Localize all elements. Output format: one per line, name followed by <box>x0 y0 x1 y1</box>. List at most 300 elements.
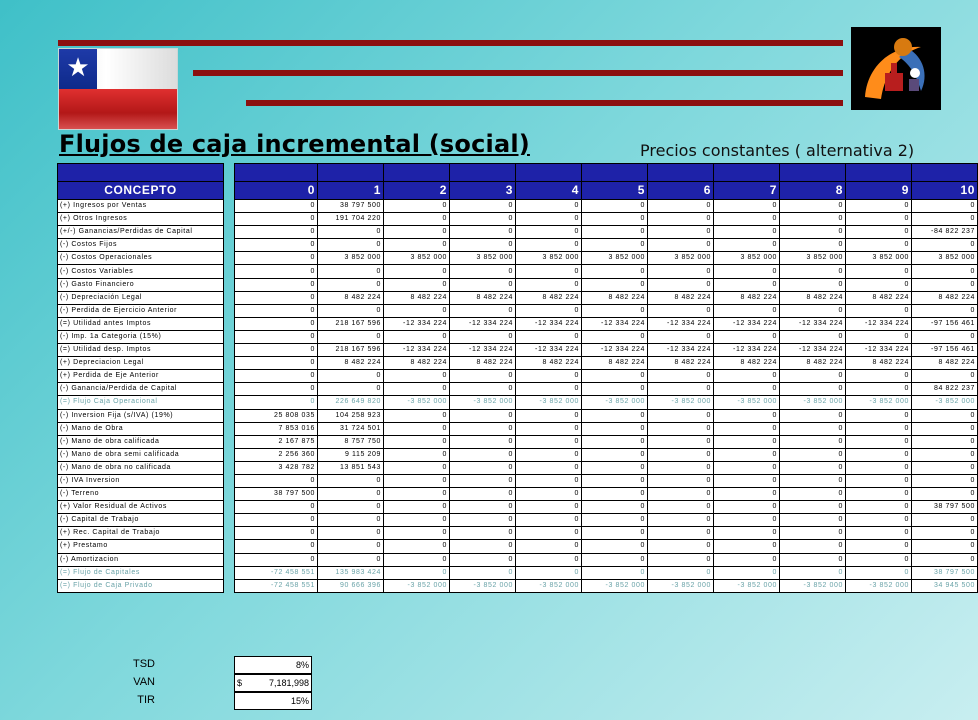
table-cell: -3 852 000 <box>780 579 846 592</box>
decorative-bar-middle <box>193 70 843 76</box>
table-cell: 3 852 000 <box>318 252 384 265</box>
table-cell: 8 757 750 <box>318 435 384 448</box>
table-cell: 0 <box>780 435 846 448</box>
table-cell: 0 <box>582 370 648 383</box>
table-cell: 0 <box>318 265 384 278</box>
table-cell: 0 <box>846 474 912 487</box>
row-label: (-) Inversion Fija (s/IVA) (19%) <box>58 409 224 422</box>
indicator-number: 8% <box>295 660 309 670</box>
table-cell: 0 <box>648 370 714 383</box>
table-cell: 0 <box>450 527 516 540</box>
table-cell: 0 <box>235 252 318 265</box>
row-label: (-) Mano de Obra <box>58 422 224 435</box>
table-cell: -3 852 000 <box>384 396 450 409</box>
table-cell: 0 <box>912 527 978 540</box>
table-cell: 0 <box>235 501 318 514</box>
table-cell: 0 <box>846 330 912 343</box>
table-cell: 0 <box>384 278 450 291</box>
table-cell: 0 <box>384 448 450 461</box>
table-cell: 0 <box>450 474 516 487</box>
table-cell: 0 <box>582 422 648 435</box>
table-cell: -12 334 224 <box>846 317 912 330</box>
table-row <box>235 540 978 553</box>
indicator-label: TSD <box>133 658 155 670</box>
row-label: (+/-) Ganancias/Perdidas de Capital <box>58 226 224 239</box>
table-cell: 0 <box>846 383 912 396</box>
table-cell: 0 <box>714 474 780 487</box>
concept-header: CONCEPTO <box>58 182 224 200</box>
table-cell: 34 945 500 <box>912 579 978 592</box>
row-label: (+) Prestamo <box>58 540 224 553</box>
table-cell: 0 <box>582 474 648 487</box>
table-cell: 0 <box>780 370 846 383</box>
table-row <box>58 474 224 487</box>
table-cell: 0 <box>516 213 582 226</box>
table-cell: 0 <box>235 304 318 317</box>
table-row <box>58 291 224 304</box>
table-cell: -12 334 224 <box>384 344 450 357</box>
table-cell: 0 <box>846 514 912 527</box>
indicator-value <box>234 692 312 710</box>
table-cell: 0 <box>780 501 846 514</box>
table-cell: -12 334 224 <box>714 344 780 357</box>
table-cell: 3 852 000 <box>582 252 648 265</box>
table-cell: 0 <box>648 239 714 252</box>
table-cell: 0 <box>780 213 846 226</box>
table-cell: 0 <box>318 330 384 343</box>
table-cell: 0 <box>582 553 648 566</box>
table-cell: 0 <box>648 304 714 317</box>
table-cell: 0 <box>516 383 582 396</box>
indicator-currency: $ <box>237 678 243 688</box>
table-cell: 0 <box>450 409 516 422</box>
row-label: (+) Valor Residual de Activos <box>58 501 224 514</box>
table-row <box>235 239 978 252</box>
row-label: (-) Terreno <box>58 488 224 501</box>
table-cell: 0 <box>318 553 384 566</box>
table-cell: 0 <box>235 527 318 540</box>
table-cell: 0 <box>384 330 450 343</box>
table-row <box>58 252 224 265</box>
table-cell: 0 <box>516 501 582 514</box>
table-row <box>58 553 224 566</box>
table-row <box>58 422 224 435</box>
table-cell: 0 <box>384 409 450 422</box>
table-row <box>235 252 978 265</box>
table-cell: 0 <box>912 422 978 435</box>
table-cell: -72 458 551 <box>235 579 318 592</box>
table-row <box>235 501 978 514</box>
table-cell: -12 334 224 <box>780 344 846 357</box>
table-cell: 0 <box>714 527 780 540</box>
table-cell: 0 <box>582 304 648 317</box>
table-cell: 0 <box>384 501 450 514</box>
table-cell: 0 <box>714 370 780 383</box>
table-cell: 3 852 000 <box>450 252 516 265</box>
row-label: (-) Mano de obra calificada <box>58 435 224 448</box>
table-cell: 8 482 224 <box>780 291 846 304</box>
table-row <box>235 317 978 330</box>
table-cell: 0 <box>450 435 516 448</box>
table-cell: 3 852 000 <box>516 252 582 265</box>
table-cell: 0 <box>384 540 450 553</box>
indicator-label: TIR <box>137 694 155 706</box>
table-cell: 8 482 224 <box>516 291 582 304</box>
table-cell: 0 <box>235 540 318 553</box>
table-cell: 0 <box>450 304 516 317</box>
table-cell: 0 <box>912 514 978 527</box>
table-cell: 0 <box>235 213 318 226</box>
table-cell: 0 <box>582 435 648 448</box>
table-row <box>58 527 224 540</box>
table-cell: 0 <box>648 200 714 213</box>
year-header: 1 <box>318 182 384 200</box>
table-row <box>58 579 224 592</box>
table-cell: 0 <box>582 448 648 461</box>
table-cell: 0 <box>714 265 780 278</box>
table-cell: 0 <box>846 435 912 448</box>
table-row <box>58 409 224 422</box>
table-cell: 0 <box>450 200 516 213</box>
table-cell: -97 156 461 <box>912 344 978 357</box>
table-row <box>58 265 224 278</box>
table-cell: 191 704 220 <box>318 213 384 226</box>
row-label: (-) IVA Inversion <box>58 474 224 487</box>
table-row <box>235 226 978 239</box>
table-cell: 38 797 500 <box>235 488 318 501</box>
year-header: 0 <box>235 182 318 200</box>
table-cell: 0 <box>582 566 648 579</box>
table-cell: 0 <box>912 200 978 213</box>
table-cell: 0 <box>450 265 516 278</box>
table-cell: 0 <box>780 409 846 422</box>
table-cell: 0 <box>648 474 714 487</box>
table-cell: 0 <box>384 213 450 226</box>
table-cell: 0 <box>384 488 450 501</box>
table-cell: 0 <box>582 330 648 343</box>
table-cell: 0 <box>846 278 912 291</box>
table-cell: 8 482 224 <box>912 291 978 304</box>
table-cell: 0 <box>235 330 318 343</box>
table-cell: 0 <box>714 278 780 291</box>
table-row <box>58 448 224 461</box>
table-cell: 0 <box>450 383 516 396</box>
table-cell: 0 <box>780 448 846 461</box>
table-cell: 0 <box>582 488 648 501</box>
table-cell: 8 482 224 <box>780 357 846 370</box>
table-cell: 0 <box>912 278 978 291</box>
table-cell: 0 <box>912 448 978 461</box>
table-cell: 8 482 224 <box>450 357 516 370</box>
row-label: (+) Ingresos por Ventas <box>58 200 224 213</box>
table-cell: 0 <box>318 304 384 317</box>
year-header: 4 <box>516 182 582 200</box>
table-cell: 0 <box>582 278 648 291</box>
header-spacer <box>318 164 384 182</box>
table-cell: 0 <box>450 448 516 461</box>
table-cell: -3 852 000 <box>516 396 582 409</box>
table-row <box>58 488 224 501</box>
table-cell: 0 <box>318 474 384 487</box>
table-cell: 0 <box>450 461 516 474</box>
table-cell: 0 <box>235 514 318 527</box>
table-cell: 0 <box>714 422 780 435</box>
table-cell: 0 <box>235 317 318 330</box>
table-cell: 0 <box>582 514 648 527</box>
table-cell: 0 <box>235 265 318 278</box>
table-row <box>58 200 224 213</box>
header-spacer <box>582 164 648 182</box>
table-cell: 0 <box>582 200 648 213</box>
table-row <box>235 213 978 226</box>
table-cell: 218 167 596 <box>318 344 384 357</box>
table-cell: 0 <box>780 422 846 435</box>
table-cell: 8 482 224 <box>318 291 384 304</box>
table-cell: 0 <box>516 474 582 487</box>
table-row <box>58 213 224 226</box>
table-row <box>58 330 224 343</box>
table-cell: 0 <box>714 566 780 579</box>
table-cell: 0 <box>648 435 714 448</box>
table-cell: 0 <box>780 383 846 396</box>
header-spacer <box>384 164 450 182</box>
table-cell: 8 482 224 <box>846 291 912 304</box>
table-cell: -12 334 224 <box>648 317 714 330</box>
table-row <box>235 514 978 527</box>
table-cell: 0 <box>516 422 582 435</box>
year-header: 7 <box>714 182 780 200</box>
table-cell: -12 334 224 <box>384 317 450 330</box>
table-cell: 0 <box>846 448 912 461</box>
table-cell: 2 167 875 <box>235 435 318 448</box>
table-cell: -3 852 000 <box>450 396 516 409</box>
row-label: (-) Ganancia/Perdida de Capital <box>58 383 224 396</box>
table-row <box>58 501 224 514</box>
table-cell: 0 <box>912 304 978 317</box>
table-row <box>235 291 978 304</box>
table-cell: 0 <box>648 409 714 422</box>
table-cell: -3 852 000 <box>648 396 714 409</box>
table-cell: 9 115 209 <box>318 448 384 461</box>
table-cell: 0 <box>912 553 978 566</box>
table-cell: 0 <box>235 239 318 252</box>
row-label: (-) Costos Variables <box>58 265 224 278</box>
table-cell: 0 <box>648 448 714 461</box>
table-cell: 0 <box>516 448 582 461</box>
table-cell: 3 852 000 <box>714 252 780 265</box>
table-cell: 0 <box>780 553 846 566</box>
table-cell: 25 808 035 <box>235 409 318 422</box>
table-cell: 0 <box>648 213 714 226</box>
table-cell: 0 <box>450 278 516 291</box>
table-cell: 0 <box>846 566 912 579</box>
table-cell: 0 <box>582 383 648 396</box>
table-cell: -12 334 224 <box>648 344 714 357</box>
row-label: (-) Imp. 1a Categoria (15%) <box>58 330 224 343</box>
table-cell: 0 <box>846 488 912 501</box>
table-cell: 0 <box>846 527 912 540</box>
row-label: (-) Depreciación Legal <box>58 291 224 304</box>
table-cell: 0 <box>648 540 714 553</box>
table-row <box>58 514 224 527</box>
row-label: (+) Perdida de Eje Anterior <box>58 370 224 383</box>
table-row <box>58 383 224 396</box>
table-cell: 0 <box>648 501 714 514</box>
row-label: (-) Perdida de Ejercicio Anterior <box>58 304 224 317</box>
table-cell: 0 <box>780 304 846 317</box>
table-row <box>235 383 978 396</box>
table-cell: 0 <box>450 213 516 226</box>
table-cell: 8 482 224 <box>714 291 780 304</box>
table-cell: 0 <box>648 278 714 291</box>
table-cell: 0 <box>780 200 846 213</box>
table-cell: 3 852 000 <box>846 252 912 265</box>
table-cell: 0 <box>912 461 978 474</box>
table-cell: 3 852 000 <box>384 252 450 265</box>
table-cell: 0 <box>516 265 582 278</box>
table-cell: 0 <box>780 566 846 579</box>
table-cell: 8 482 224 <box>648 291 714 304</box>
table-cell: 0 <box>912 435 978 448</box>
table-cell: 0 <box>516 488 582 501</box>
table-cell: -12 334 224 <box>582 344 648 357</box>
table-row <box>58 566 224 579</box>
table-cell: -97 156 461 <box>912 317 978 330</box>
table-cell: 0 <box>516 527 582 540</box>
table-cell: 0 <box>384 474 450 487</box>
table-cell: 0 <box>318 226 384 239</box>
table-row <box>235 370 978 383</box>
table-cell: 3 428 782 <box>235 461 318 474</box>
table-row <box>235 200 978 213</box>
page-title: Flujos de caja incremental (social) <box>59 130 530 158</box>
header-spacer <box>58 164 224 182</box>
table-cell: 0 <box>714 200 780 213</box>
table-cell: 0 <box>912 239 978 252</box>
table-cell: 0 <box>912 474 978 487</box>
table-cell: 218 167 596 <box>318 317 384 330</box>
table-cell: 0 <box>450 239 516 252</box>
table-cell: 0 <box>912 409 978 422</box>
table-cell: 0 <box>714 488 780 501</box>
table-cell: 8 482 224 <box>648 357 714 370</box>
table-cell: -12 334 224 <box>714 317 780 330</box>
table-row <box>235 330 978 343</box>
table-cell: 0 <box>516 409 582 422</box>
table-row <box>58 317 224 330</box>
table-cell: 0 <box>384 265 450 278</box>
table-row <box>235 357 978 370</box>
table-cell: 0 <box>384 461 450 474</box>
table-row <box>235 488 978 501</box>
table-cell: -12 334 224 <box>450 344 516 357</box>
table-cell: 0 <box>235 370 318 383</box>
table-cell: 0 <box>516 553 582 566</box>
table-cell: 31 724 501 <box>318 422 384 435</box>
table-cell: 0 <box>648 383 714 396</box>
table-cell: -3 852 000 <box>714 396 780 409</box>
table-cell: 0 <box>450 514 516 527</box>
table-cell: 8 482 224 <box>318 357 384 370</box>
table-cell: 0 <box>384 383 450 396</box>
table-cell: 0 <box>318 527 384 540</box>
table-cell: 0 <box>648 226 714 239</box>
table-cell: 38 797 500 <box>318 200 384 213</box>
table-cell: 0 <box>235 474 318 487</box>
table-cell: 0 <box>384 239 450 252</box>
table-cell: 0 <box>846 553 912 566</box>
table-cell: 0 <box>516 514 582 527</box>
table-cell: 0 <box>780 461 846 474</box>
table-cell: 104 258 923 <box>318 409 384 422</box>
table-row <box>235 304 978 317</box>
table-cell: -12 334 224 <box>780 317 846 330</box>
table-cell: 0 <box>516 330 582 343</box>
table-cell: 0 <box>846 409 912 422</box>
table-row <box>235 553 978 566</box>
table-cell: 0 <box>846 200 912 213</box>
table-cell: 0 <box>780 474 846 487</box>
table-cell: 0 <box>318 501 384 514</box>
table-cell: 0 <box>582 540 648 553</box>
table-cell: 0 <box>384 435 450 448</box>
table-row <box>235 448 978 461</box>
table-cell: 0 <box>516 226 582 239</box>
table-cell: 0 <box>235 278 318 291</box>
table-cell: 0 <box>714 226 780 239</box>
table-cell: 0 <box>648 265 714 278</box>
table-cell: 0 <box>780 330 846 343</box>
table-cell: 226 649 820 <box>318 396 384 409</box>
table-row <box>58 226 224 239</box>
table-cell: 0 <box>648 553 714 566</box>
table-cell: 0 <box>780 278 846 291</box>
table-cell: 0 <box>450 553 516 566</box>
year-header: 10 <box>912 182 978 200</box>
table-cell: -3 852 000 <box>648 579 714 592</box>
indicator-box <box>234 656 312 710</box>
indicator-value <box>234 656 312 674</box>
table-cell: -12 334 224 <box>582 317 648 330</box>
table-cell: 0 <box>450 330 516 343</box>
table-row <box>58 344 224 357</box>
header-spacer <box>846 164 912 182</box>
table-row <box>58 239 224 252</box>
row-label: (=) Utilidad antes Imptos <box>58 317 224 330</box>
table-cell: 0 <box>714 501 780 514</box>
table-cell: 0 <box>516 239 582 252</box>
table-cell: 0 <box>780 226 846 239</box>
table-cell: 0 <box>912 370 978 383</box>
header-spacer <box>780 164 846 182</box>
table-cell: 3 852 000 <box>912 252 978 265</box>
row-label: (-) Mano de obra semi calificada <box>58 448 224 461</box>
table-cell: 0 <box>516 540 582 553</box>
row-label: (-) Mano de obra no calificada <box>58 461 224 474</box>
table-cell: 0 <box>450 488 516 501</box>
table-cell: -3 852 000 <box>846 396 912 409</box>
table-cell: 0 <box>450 540 516 553</box>
table-cell: 13 851 543 <box>318 461 384 474</box>
row-label: (+) Otros Ingresos <box>58 213 224 226</box>
table-cell: 0 <box>235 396 318 409</box>
table-cell: 0 <box>582 527 648 540</box>
table-cell: 38 797 500 <box>912 566 978 579</box>
table-cell: 0 <box>384 200 450 213</box>
table-cell: 0 <box>582 213 648 226</box>
table-cell: 0 <box>384 553 450 566</box>
year-header: 3 <box>450 182 516 200</box>
